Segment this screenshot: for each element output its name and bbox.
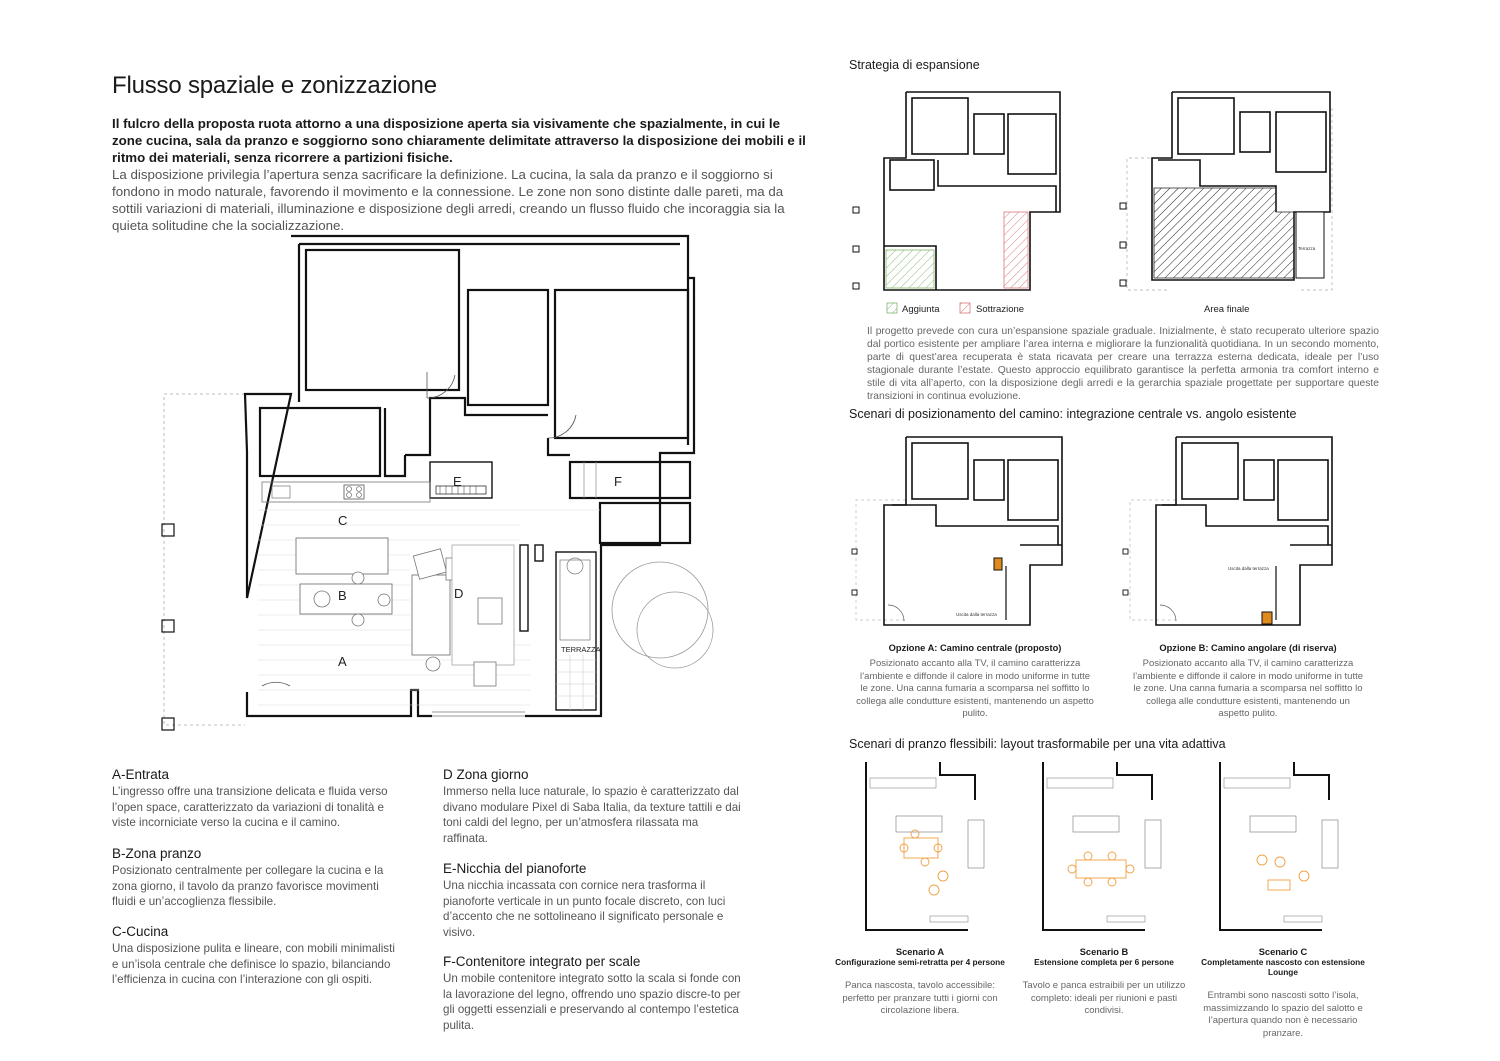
zone-e-title: E-Nicchia del pianoforte (443, 861, 587, 876)
option-b-text: Posizionato accanto alla TV, il camino caratterizza l’ambiente e diffonde il calore in modo uniforme in tutte le zone. Una canna fumaria a scomparsa nel soffitto lo collega alle condutture esistenti, mantenendo un aspetto pulito. (1132, 658, 1364, 720)
expansion-title: Strategia di espansione (849, 58, 980, 72)
plan-label-f: F (614, 474, 622, 489)
scenario-c-subtitle: Completamente nascosto con estensione Lounge (1201, 957, 1365, 977)
zone-f-text: Un mobile contenitore integrato sotto la scala si fonde con la lavorazione del legno, offrendo uno spazio discre-to per gli oggetti essenziali e preservando al contempo l’estetica pulita. (443, 972, 741, 1032)
intro-bold-paragraph: Il fulcro della proposta ruota attorno a una disposizione aperta sia visivamente che spazialmente, in cui le zone cucina, sala da pranzo e soggiorno sono chiaramente delimitate attraverso la disposizione dei mobili e il ritmo dei materiali, senza ricorrere a partizioni fisiche. (112, 116, 806, 165)
final-terrazza-label: Terrazza (1298, 246, 1316, 251)
zone-e-text: Una nicchia incassata con cornice nera trasforma il pianoforte verticale in un punto focale discreto, con luci d’accento che ne sottolineano il significato personale e visivo. (443, 879, 726, 939)
expansion-text: Il progetto prevede con cura un’espansione spaziale graduale. Inizialmente, è stato recuperato ulteriore spazio dal portico esistente per ampliare l’area interna e migliorare la funzionalità quotidiana. In un secondo momento, parte di quest’area recuperata è stata ricavata per creare una terrazza esterna dedicata, ideale per l’uso stagionale durante l’estate. Questo approccio equilibrato garantisce la perfetta armonia tra comfort interno e stile di vita all’aperto, con la disposizione degli arredi e la gerarchia spaziale progettate per supportare queste transizioni in continua evoluzione. (867, 326, 1379, 402)
option-b-title: Opzione B: Camino angolare (di riserva) (1159, 643, 1337, 653)
scenario-b-title: Scenario B (1079, 947, 1129, 957)
zone-b-title: B-Zona pranzo (112, 846, 202, 861)
plan-label-a: A (338, 654, 347, 669)
scenario-c-title: Scenario C (1258, 947, 1308, 957)
zone-f-title: F-Contenitore integrato per scale (443, 954, 641, 969)
scenario-a-title: Scenario A (895, 947, 945, 957)
plan-label-b: B (338, 588, 347, 603)
page-title: Flusso spaziale e zonizzazione (112, 72, 437, 99)
zone-d-title: D Zona giorno (443, 767, 529, 782)
zone-c-title: C-Cucina (112, 924, 169, 939)
zone-d-text: Immerso nella luce naturale, lo spazio è caratterizzato dal divano modulare Pixel di Saba Italia, da texture tattili e dai toni caldi del legno, per un’atmosfera rilassata ma raffinata. (443, 785, 741, 845)
option-a-exit-tag: Uscita dalla terrazza (956, 612, 997, 617)
dining-title: Scenari di pranzo flessibili: layout trasformabile per una vita adattiva (849, 737, 1226, 751)
scenario-b (1018, 947, 1190, 1018)
option-b-exit-tag: Uscita dalla terrazza (1228, 566, 1269, 571)
final-area-label: Area finale (1204, 304, 1250, 315)
scenario-a-subtitle: Configurazione semi-retratta per 4 persone (835, 957, 1005, 967)
plan-label-terrazza: TERRAZZA (561, 645, 601, 654)
intro-body-paragraph: La disposizione privilegia l’apertura senza sacrificare la definizione. La cucina, la sala da pranzo e il soggiorno si fondono in modo naturale, favorendo il movimento e la connessione. Le zone non sono distinte dalle pareti, ma da sottili variazioni di materiali, illuminazione e disposizione degli arredi, creando un flusso fluido che incoraggia sia la quieta solitudine che la socializzazione. (112, 167, 785, 233)
scenario-a (832, 947, 1008, 1018)
scenario-c (1192, 947, 1374, 1040)
zone-c-text: Una disposizione pulita e lineare, con mobili minimalisti e un’isola centrale che definisce lo spazio, bilanciando l’efficienza in cucina con l’interazione con gli ospiti. (112, 942, 395, 986)
plan-label-e: E (453, 474, 462, 489)
scenario-b-text: Tavolo e panca estraibili per un utilizzo completo: ideali per riunioni e pasti condivisi. (1022, 980, 1186, 1017)
scenario-c-text: Entrambi sono nascosti sotto l’isola, massimizzando lo spazio del salotto e l’apertura quando non è necessario pranzare. (1203, 990, 1363, 1039)
plan-label-c: C (338, 513, 348, 528)
plan-label-d: D (454, 586, 464, 601)
legend-aggiunta: Aggiunta (902, 304, 940, 315)
scenario-b-subtitle: Estensione completa per 6 persone (1034, 957, 1174, 967)
scenario-a-text: Panca nascosta, tavolo accessibile: perfetto per pranzare tutti i giorni con circolazione libera. (842, 980, 998, 1017)
option-a-title: Opzione A: Camino centrale (proposto) (888, 643, 1062, 653)
option-a-text: Posizionato accanto alla TV, il camino caratterizza l’ambiente e diffonde il calore in modo uniforme in tutte le zone. Una canna fumaria a scomparsa nel soffitto lo collega alle condutture esistenti, mantenendo un aspetto pulito. (856, 658, 1094, 720)
zone-a-text: L’ingresso offre una transizione delicata e fluida verso l’open space, caratterizzato da variazioni di tonalità e viste incorniciate verso la cucina e il camino. (112, 785, 388, 829)
legend-sottrazione: Sottrazione (976, 304, 1025, 315)
zone-a-title: A-Entrata (112, 767, 170, 782)
fireplace-title: Scenari di posizionamento del camino: integrazione centrale vs. angolo esistente (849, 407, 1297, 421)
zone-b-text: Posizionato centralmente per collegare la cucina e la zona giorno, il tavolo da pranzo favorisce movimenti fluidi e un’accoglienza flessibile. (112, 864, 384, 908)
